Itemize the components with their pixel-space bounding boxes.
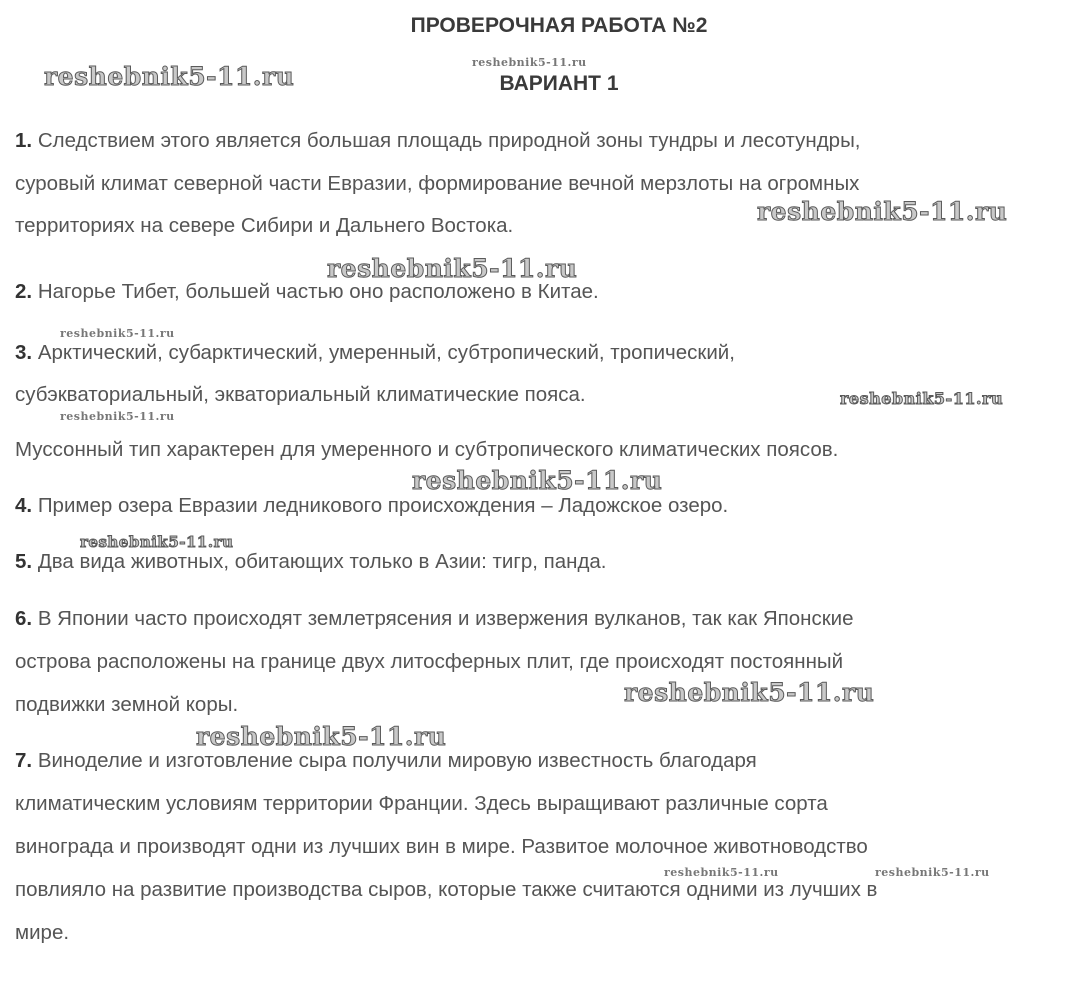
- answer-2-line-1: 2. Нагорье Тибет, большей частью оно расположено в Китае.: [15, 280, 599, 303]
- watermark: reshebnik5-11.ru: [840, 389, 1004, 408]
- answer-6-line-1: 6. В Японии часто происходят землетрясения и извержения вулканов, так как Японские: [15, 607, 854, 630]
- answer-7-number: 7.: [15, 749, 33, 772]
- watermark: reshebnik5-11.ru: [60, 327, 175, 340]
- answer-4-line-1: 4. Пример озера Евразии ледникового происхождения – Ладожское озеро.: [15, 494, 729, 517]
- answer-7-line-1: 7. Виноделие и изготовление сыра получили мировую известность благодаря: [15, 749, 757, 772]
- watermark: reshebnik5-11.ru: [757, 197, 1008, 226]
- answer-1-line-2: суровый климат северной части Евразии, формирование вечной мерзлоты на огромных: [15, 172, 860, 195]
- watermark: reshebnik5-11.ru: [196, 722, 447, 751]
- answer-1-number: 1.: [15, 129, 33, 152]
- answer-7-line-4: повлияло на развитие производства сыров, которые также считаются одними из лучших в: [15, 878, 878, 901]
- answer-6-line-2: острова расположены на границе двух литосферных плит, где происходят постоянный: [15, 650, 844, 673]
- answer-5-line-1: 5. Два вида животных, обитающих только в Азии: тигр, панда.: [15, 550, 607, 573]
- answer-3-line-1: 3. Арктический, субарктический, умеренный, субтропический, тропический,: [15, 341, 735, 364]
- answer-3-line-3: Муссонный тип характерен для умеренного и субтропического климатических поясов.: [15, 438, 839, 461]
- watermark: reshebnik5-11.ru: [472, 56, 587, 69]
- answer-1-line-1: 1. Следствием этого является большая площадь природной зоны тундры и лесотундры,: [15, 129, 861, 152]
- answer-6-number: 6.: [15, 607, 33, 630]
- watermark: reshebnik5-11.ru: [80, 533, 234, 551]
- watermark: reshebnik5-11.ru: [327, 254, 578, 283]
- answer-4-number: 4.: [15, 494, 33, 517]
- watermark: reshebnik5-11.ru: [60, 410, 175, 423]
- answer-7-line-5: мире.: [15, 921, 70, 944]
- watermark: reshebnik5-11.ru: [412, 466, 663, 495]
- watermark: reshebnik5-11.ru: [875, 866, 990, 879]
- watermark: reshebnik5-11.ru: [44, 62, 295, 91]
- answer-2-number: 2.: [15, 280, 33, 303]
- answer-6-line-3: подвижки земной коры.: [15, 693, 239, 716]
- answer-5-number: 5.: [15, 550, 33, 573]
- watermark: reshebnik5-11.ru: [664, 866, 779, 879]
- watermark: reshebnik5-11.ru: [624, 678, 875, 707]
- answer-3-number: 3.: [15, 341, 33, 364]
- answer-1-line-3: территориях на севере Сибири и Дальнего Востока.: [15, 214, 514, 237]
- answer-7-line-2: климатическим условиям территории Франции. Здесь выращивают различные сорта: [15, 792, 828, 815]
- answer-3-line-2: субэкваториальный, экваториальный климатические пояса.: [15, 383, 586, 406]
- document-title: ПРОВЕРОЧНАЯ РАБОТА №2: [410, 14, 708, 37]
- variant-heading: ВАРИАНТ 1: [499, 72, 619, 95]
- answer-7-line-3: винограда и производят одни из лучших вин в мире. Развитое молочное животноводство: [15, 835, 868, 858]
